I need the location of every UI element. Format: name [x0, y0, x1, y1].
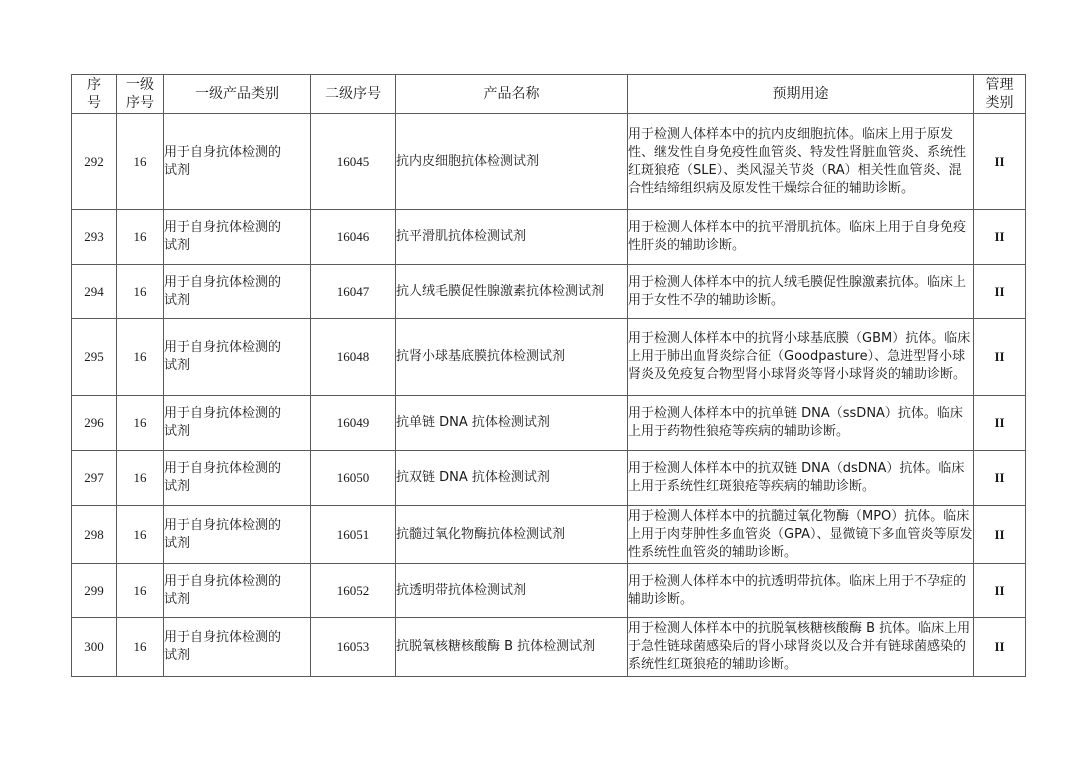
header-product-name: 产品名称 — [396, 75, 628, 114]
header-level1-seq — [117, 75, 164, 114]
cell-level1-seq: 16 — [117, 451, 164, 506]
header-seq-line2: 号 — [87, 95, 101, 111]
cell-level1-seq: 16 — [117, 396, 164, 451]
cell-level1-category — [164, 396, 311, 451]
cell-level2-seq: 16046 — [311, 210, 396, 265]
cell-level1-seq: 16 — [117, 265, 164, 319]
cell-intended-use: 用于检测人体样本中的抗肾小球基底膜（GBM）抗体。临床上用于肺出血肾炎综合征（Goodpasture）、急进型肾小球肾炎及免疫复合物型肾小球肾炎等肾小球肾炎的辅助诊断。 — [628, 319, 974, 396]
cell-intended-use: 用于检测人体样本中的抗内皮细胞抗体。临床上用于原发性、继发性自身免疫性血管炎、特发性肾脏血管炎、系统性红斑狼疮（SLE）、类风湿关节炎（RA）相关性血管炎、混合性结缔组织病及原发性干燥综合征的辅助诊断。 — [628, 114, 974, 210]
cell-mgmt-class: II — [974, 319, 1026, 396]
cell-level1-seq: 16 — [117, 506, 164, 564]
cell-mgmt-class: II — [974, 564, 1026, 618]
cell-level2-seq: 16049 — [311, 396, 396, 451]
table-row — [72, 265, 1026, 319]
cell-level1-category — [164, 319, 311, 396]
cell-seq: 292 — [72, 114, 117, 210]
cell-level1-seq: 16 — [117, 319, 164, 396]
cell-product-name: 抗内皮细胞抗体检测试剂 — [396, 114, 628, 210]
header-mgmt-line2: 类别 — [985, 95, 1014, 111]
cell-seq: 299 — [72, 564, 117, 618]
category-text: 用于自身抗体检测的试剂 — [164, 144, 282, 178]
cell-level1-category — [164, 265, 311, 319]
header-mgmt-line1: 管理 — [985, 77, 1014, 93]
cell-mgmt-class: II — [974, 506, 1026, 564]
cell-level1-category — [164, 114, 311, 210]
cell-intended-use: 用于检测人体样本中的抗人绒毛膜促性腺激素抗体。临床上用于女性不孕的辅助诊断。 — [628, 265, 974, 319]
table-row — [72, 319, 1026, 396]
cell-mgmt-class: II — [974, 451, 1026, 506]
table-row — [72, 564, 1026, 618]
cell-level1-category — [164, 506, 311, 564]
table-row — [72, 506, 1026, 564]
cell-product-name: 抗髓过氧化物酶抗体检测试剂 — [396, 506, 628, 564]
cell-intended-use: 用于检测人体样本中的抗平滑肌抗体。临床上用于自身免疫性肝炎的辅助诊断。 — [628, 210, 974, 265]
cell-level2-seq: 16050 — [311, 451, 396, 506]
cell-intended-use: 用于检测人体样本中的抗脱氧核糖核酸酶 B 抗体。临床上用于急性链球菌感染后的肾小球肾炎以及合并有链球菌感染的系统性红斑狼疮的辅助诊断。 — [628, 618, 974, 677]
table-row — [72, 618, 1026, 677]
cell-product-name: 抗透明带抗体检测试剂 — [396, 564, 628, 618]
cell-level2-seq: 16051 — [311, 506, 396, 564]
cell-intended-use: 用于检测人体样本中的抗单链 DNA（ssDNA）抗体。临床上用于药物性狼疮等疾病的辅助诊断。 — [628, 396, 974, 451]
cell-seq: 300 — [72, 618, 117, 677]
cell-mgmt-class: II — [974, 265, 1026, 319]
cell-intended-use: 用于检测人体样本中的抗透明带抗体。临床上用于不孕症的辅助诊断。 — [628, 564, 974, 618]
cell-level2-seq: 16052 — [311, 564, 396, 618]
cell-level1-seq: 16 — [117, 114, 164, 210]
cell-mgmt-class: II — [974, 114, 1026, 210]
cell-mgmt-class: II — [974, 618, 1026, 677]
cell-intended-use: 用于检测人体样本中的抗双链 DNA（dsDNA）抗体。临床上用于系统性红斑狼疮等疾病的辅助诊断。 — [628, 451, 974, 506]
cell-mgmt-class: II — [974, 210, 1026, 265]
cell-level2-seq: 16045 — [311, 114, 396, 210]
header-mgmt-class — [974, 75, 1026, 114]
table-row — [72, 451, 1026, 506]
table-row — [72, 114, 1026, 210]
header-level1-seq-line1: 一级 — [126, 77, 154, 93]
cell-product-name: 抗双链 DNA 抗体检测试剂 — [396, 451, 628, 506]
header-intended-use: 预期用途 — [628, 75, 974, 114]
category-text: 用于自身抗体检测的试剂 — [164, 630, 282, 663]
cell-seq: 293 — [72, 210, 117, 265]
cell-level2-seq: 16047 — [311, 265, 396, 319]
cell-level1-seq: 16 — [117, 618, 164, 677]
header-level1-category: 一级产品类别 — [164, 75, 311, 114]
category-text: 用于自身抗体检测的试剂 — [164, 340, 282, 373]
device-catalog-table — [71, 74, 1026, 677]
cell-product-name: 抗单链 DNA 抗体检测试剂 — [396, 396, 628, 451]
cell-level1-seq: 16 — [117, 564, 164, 618]
cell-level1-category — [164, 618, 311, 677]
category-text: 用于自身抗体检测的试剂 — [164, 573, 282, 607]
table-header-row — [72, 75, 1026, 114]
cell-product-name: 抗人绒毛膜促性腺激素抗体检测试剂 — [396, 265, 628, 319]
cell-intended-use: 用于检测人体样本中的抗髓过氧化物酶（MPO）抗体。临床上用于肉芽肿性多血管炎（GPA）、显微镜下多血管炎等原发性系统性血管炎的辅助诊断。 — [628, 506, 974, 564]
header-level1-seq-line2: 序号 — [126, 95, 154, 111]
category-text: 用于自身抗体检测的试剂 — [164, 220, 282, 253]
cell-level2-seq: 16048 — [311, 319, 396, 396]
cell-seq: 296 — [72, 396, 117, 451]
cell-product-name: 抗平滑肌抗体检测试剂 — [396, 210, 628, 265]
cell-level1-category — [164, 564, 311, 618]
cell-seq: 295 — [72, 319, 117, 396]
category-text: 用于自身抗体检测的试剂 — [164, 406, 282, 439]
cell-level2-seq: 16053 — [311, 618, 396, 677]
cell-mgmt-class: II — [974, 396, 1026, 451]
cell-level1-category — [164, 451, 311, 506]
cell-seq: 294 — [72, 265, 117, 319]
header-level2-seq: 二级序号 — [311, 75, 396, 114]
cell-level1-category — [164, 210, 311, 265]
cell-product-name: 抗脱氧核糖核酸酶 B 抗体检测试剂 — [396, 618, 628, 677]
category-text: 用于自身抗体检测的试剂 — [164, 461, 282, 494]
header-seq-line1: 序 — [87, 77, 101, 93]
category-text: 用于自身抗体检测的试剂 — [164, 517, 282, 551]
cell-product-name: 抗肾小球基底膜抗体检测试剂 — [396, 319, 628, 396]
header-seq — [72, 75, 117, 114]
table-row — [72, 396, 1026, 451]
category-text: 用于自身抗体检测的试剂 — [164, 274, 282, 308]
table-row — [72, 210, 1026, 265]
cell-seq: 297 — [72, 451, 117, 506]
cell-seq: 298 — [72, 506, 117, 564]
cell-level1-seq: 16 — [117, 210, 164, 265]
